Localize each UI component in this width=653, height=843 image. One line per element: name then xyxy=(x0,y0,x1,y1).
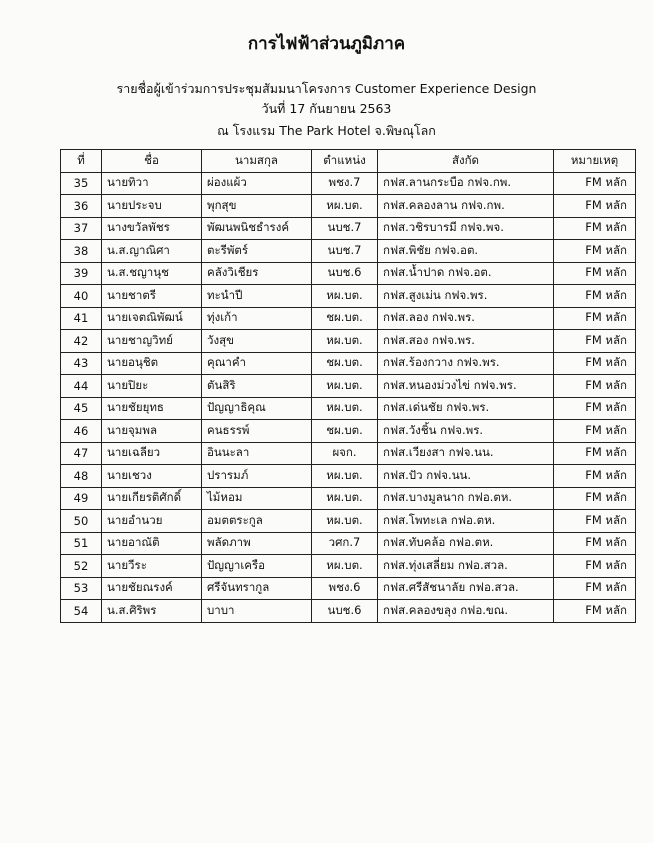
cell-remark: FM หลัก xyxy=(554,195,636,218)
table-row xyxy=(61,397,636,420)
cell-affiliation: กฟส.ศรีสัชนาลัย กฟอ.สวล. xyxy=(378,577,554,600)
cell-affiliation: กฟส.คลองลาน กฟจ.กพ. xyxy=(378,195,554,218)
column-header-no: ที่ xyxy=(61,150,102,173)
cell-affiliation: กฟส.ร้องกวาง กฟจ.พร. xyxy=(378,352,554,375)
cell-remark: FM หลัก xyxy=(554,577,636,600)
cell-first-name: นายปิยะ xyxy=(102,375,202,398)
cell-first-name: นายชัยยุทธ xyxy=(102,397,202,420)
cell-affiliation: กฟส.หนองม่วงไข่ กฟจ.พร. xyxy=(378,375,554,398)
cell-last-name: ศรีจันทรากูล xyxy=(202,577,312,600)
cell-no: 49 xyxy=(61,487,102,510)
table-row xyxy=(61,442,636,465)
cell-first-name: นายเกียรติศักดิ์ xyxy=(102,487,202,510)
cell-remark: FM หลัก xyxy=(554,307,636,330)
cell-affiliation: กฟส.ทุ่งเสลี่ยม กฟอ.สวล. xyxy=(378,555,554,578)
cell-affiliation: กฟส.ลานกระบือ กฟจ.กพ. xyxy=(378,172,554,195)
cell-remark: FM หลัก xyxy=(554,217,636,240)
cell-position: หผ.บต. xyxy=(312,555,378,578)
cell-remark: FM หลัก xyxy=(554,420,636,443)
cell-affiliation: กฟส.ปัว กฟจ.นน. xyxy=(378,465,554,488)
cell-last-name: ทุ่งเก้า xyxy=(202,307,312,330)
cell-position: หผ.บต. xyxy=(312,465,378,488)
cell-last-name: อินนะลา xyxy=(202,442,312,465)
table-row xyxy=(61,577,636,600)
cell-no: 52 xyxy=(61,555,102,578)
table-row xyxy=(61,465,636,488)
cell-last-name: พลัดภาพ xyxy=(202,532,312,555)
cell-remark: FM หลัก xyxy=(554,510,636,533)
cell-position: หผ.บต. xyxy=(312,195,378,218)
column-header-first-name: ชื่อ xyxy=(102,150,202,173)
table-row xyxy=(61,375,636,398)
cell-first-name: นายวีระ xyxy=(102,555,202,578)
cell-remark: FM หลัก xyxy=(554,442,636,465)
cell-last-name: ไม้หอม xyxy=(202,487,312,510)
cell-remark: FM หลัก xyxy=(554,262,636,285)
cell-last-name: ปัญญาธิคุณ xyxy=(202,397,312,420)
cell-first-name: นายอาณัติ xyxy=(102,532,202,555)
organization-title: การไฟฟ้าส่วนภูมิภาค xyxy=(247,34,406,54)
cell-position: นบช.6 xyxy=(312,262,378,285)
table-row xyxy=(61,285,636,308)
table-row xyxy=(61,262,636,285)
cell-last-name: คุณาคำ xyxy=(202,352,312,375)
cell-no: 40 xyxy=(61,285,102,308)
column-header-affiliation: สังกัด xyxy=(378,150,554,173)
cell-no: 46 xyxy=(61,420,102,443)
cell-affiliation: กฟส.วชิรบารมี กฟจ.พจ. xyxy=(378,217,554,240)
cell-first-name: นายอำนวย xyxy=(102,510,202,533)
cell-affiliation: กฟส.คลองขลุง กฟอ.ขณ. xyxy=(378,600,554,623)
cell-no: 41 xyxy=(61,307,102,330)
cell-position: พชง.6 xyxy=(312,577,378,600)
cell-last-name: ตันสิริ xyxy=(202,375,312,398)
cell-first-name: น.ส.ญาณิศา xyxy=(102,240,202,263)
cell-last-name: ตะรีพัตร์ xyxy=(202,240,312,263)
cell-position: หผ.บต. xyxy=(312,375,378,398)
table-row xyxy=(61,195,636,218)
attendee-table xyxy=(60,149,636,623)
cell-remark: FM หลัก xyxy=(554,375,636,398)
cell-position: วศก.7 xyxy=(312,532,378,555)
cell-last-name: ทะนำปี xyxy=(202,285,312,308)
cell-position: ชผ.บต. xyxy=(312,307,378,330)
cell-position: หผ.บต. xyxy=(312,510,378,533)
cell-affiliation: กฟส.น้ำปาด กฟจ.อต. xyxy=(378,262,554,285)
cell-no: 39 xyxy=(61,262,102,285)
document-venue: ณ โรงแรม The Park Hotel จ.พิษณุโลก xyxy=(217,123,436,138)
cell-position: ชผ.บต. xyxy=(312,352,378,375)
cell-remark: FM หลัก xyxy=(554,397,636,420)
cell-no: 51 xyxy=(61,532,102,555)
cell-remark: FM หลัก xyxy=(554,532,636,555)
cell-remark: FM หลัก xyxy=(554,330,636,353)
table-row xyxy=(61,172,636,195)
cell-remark: FM หลัก xyxy=(554,240,636,263)
table-row xyxy=(61,420,636,443)
table-row xyxy=(61,510,636,533)
cell-affiliation: กฟส.สอง กฟจ.พร. xyxy=(378,330,554,353)
table-row xyxy=(61,217,636,240)
cell-no: 53 xyxy=(61,577,102,600)
cell-no: 45 xyxy=(61,397,102,420)
cell-last-name: อมตตระกูล xyxy=(202,510,312,533)
cell-last-name: คนธรรพ์ xyxy=(202,420,312,443)
cell-no: 35 xyxy=(61,172,102,195)
cell-remark: FM หลัก xyxy=(554,600,636,623)
cell-first-name: นายทิวา xyxy=(102,172,202,195)
cell-no: 36 xyxy=(61,195,102,218)
cell-position: นบช.6 xyxy=(312,600,378,623)
cell-no: 37 xyxy=(61,217,102,240)
cell-affiliation: กฟส.สูงเม่น กฟจ.พร. xyxy=(378,285,554,308)
table-row xyxy=(61,330,636,353)
document-subtitle: รายชื่อผู้เข้าร่วมการประชุมสัมมนาโครงการ Customer Experience Design xyxy=(116,81,537,96)
cell-last-name: คลังวิเชียร xyxy=(202,262,312,285)
cell-last-name: บาบา xyxy=(202,600,312,623)
cell-no: 48 xyxy=(61,465,102,488)
cell-affiliation: กฟส.ลอง กฟจ.พร. xyxy=(378,307,554,330)
cell-first-name: นายจุมพล xyxy=(102,420,202,443)
cell-first-name: นายเฉลียว xyxy=(102,442,202,465)
cell-affiliation: กฟส.เวียงสา กฟจ.นน. xyxy=(378,442,554,465)
cell-remark: FM หลัก xyxy=(554,487,636,510)
cell-position: หผ.บต. xyxy=(312,285,378,308)
cell-no: 38 xyxy=(61,240,102,263)
cell-affiliation: กฟส.เด่นชัย กฟจ.พร. xyxy=(378,397,554,420)
cell-affiliation: กฟส.พิชัย กฟจ.อต. xyxy=(378,240,554,263)
cell-position: หผ.บต. xyxy=(312,330,378,353)
cell-last-name: พุกสุข xyxy=(202,195,312,218)
cell-no: 43 xyxy=(61,352,102,375)
cell-first-name: นางขวัลพัชร xyxy=(102,217,202,240)
cell-no: 50 xyxy=(61,510,102,533)
column-header-remark: หมายเหตุ xyxy=(554,150,636,173)
cell-last-name: ผ่องแผ้ว xyxy=(202,172,312,195)
table-row xyxy=(61,307,636,330)
cell-last-name: วังสุข xyxy=(202,330,312,353)
cell-first-name: น.ส.ศิริพร xyxy=(102,600,202,623)
cell-no: 47 xyxy=(61,442,102,465)
cell-position: นบช.7 xyxy=(312,240,378,263)
cell-last-name: ปรารมภ์ xyxy=(202,465,312,488)
cell-first-name: นายอนุชิต xyxy=(102,352,202,375)
cell-remark: FM หลัก xyxy=(554,465,636,488)
cell-position: ผจก. xyxy=(312,442,378,465)
cell-remark: FM หลัก xyxy=(554,352,636,375)
cell-first-name: นายประจบ xyxy=(102,195,202,218)
cell-affiliation: กฟส.โพทะเล กฟอ.ตห. xyxy=(378,510,554,533)
cell-first-name: นายชาตรี xyxy=(102,285,202,308)
document-date: วันที่ 17 กันยายน 2563 xyxy=(261,101,392,116)
cell-position: นบช.7 xyxy=(312,217,378,240)
cell-first-name: นายเจตณิพัฒน์ xyxy=(102,307,202,330)
cell-affiliation: กฟส.บางมูลนาก กฟอ.ตห. xyxy=(378,487,554,510)
cell-affiliation: กฟส.วังชิ้น กฟจ.พร. xyxy=(378,420,554,443)
cell-no: 42 xyxy=(61,330,102,353)
column-header-last-name: นามสกุล xyxy=(202,150,312,173)
table-row xyxy=(61,600,636,623)
cell-affiliation: กฟส.ทับคล้อ กฟอ.ตห. xyxy=(378,532,554,555)
column-header-position: ตำแหน่ง xyxy=(312,150,378,173)
cell-no: 44 xyxy=(61,375,102,398)
cell-position: หผ.บต. xyxy=(312,397,378,420)
cell-first-name: นายเชวง xyxy=(102,465,202,488)
cell-remark: FM หลัก xyxy=(554,172,636,195)
cell-remark: FM หลัก xyxy=(554,555,636,578)
cell-first-name: น.ส.ชญานุช xyxy=(102,262,202,285)
cell-first-name: นายชัยณรงค์ xyxy=(102,577,202,600)
table-row xyxy=(61,532,636,555)
cell-position: หผ.บต. xyxy=(312,487,378,510)
cell-last-name: ปัญญาเครือ xyxy=(202,555,312,578)
cell-no: 54 xyxy=(61,600,102,623)
cell-first-name: นายชาญวิทย์ xyxy=(102,330,202,353)
table-row xyxy=(61,240,636,263)
cell-position: พชง.7 xyxy=(312,172,378,195)
table-header-row xyxy=(61,150,636,173)
table-row xyxy=(61,555,636,578)
cell-remark: FM หลัก xyxy=(554,285,636,308)
table-row xyxy=(61,487,636,510)
cell-last-name: พัฒนพนิชธำรงค์ xyxy=(202,217,312,240)
table-row xyxy=(61,352,636,375)
cell-position: ชผ.บต. xyxy=(312,420,378,443)
